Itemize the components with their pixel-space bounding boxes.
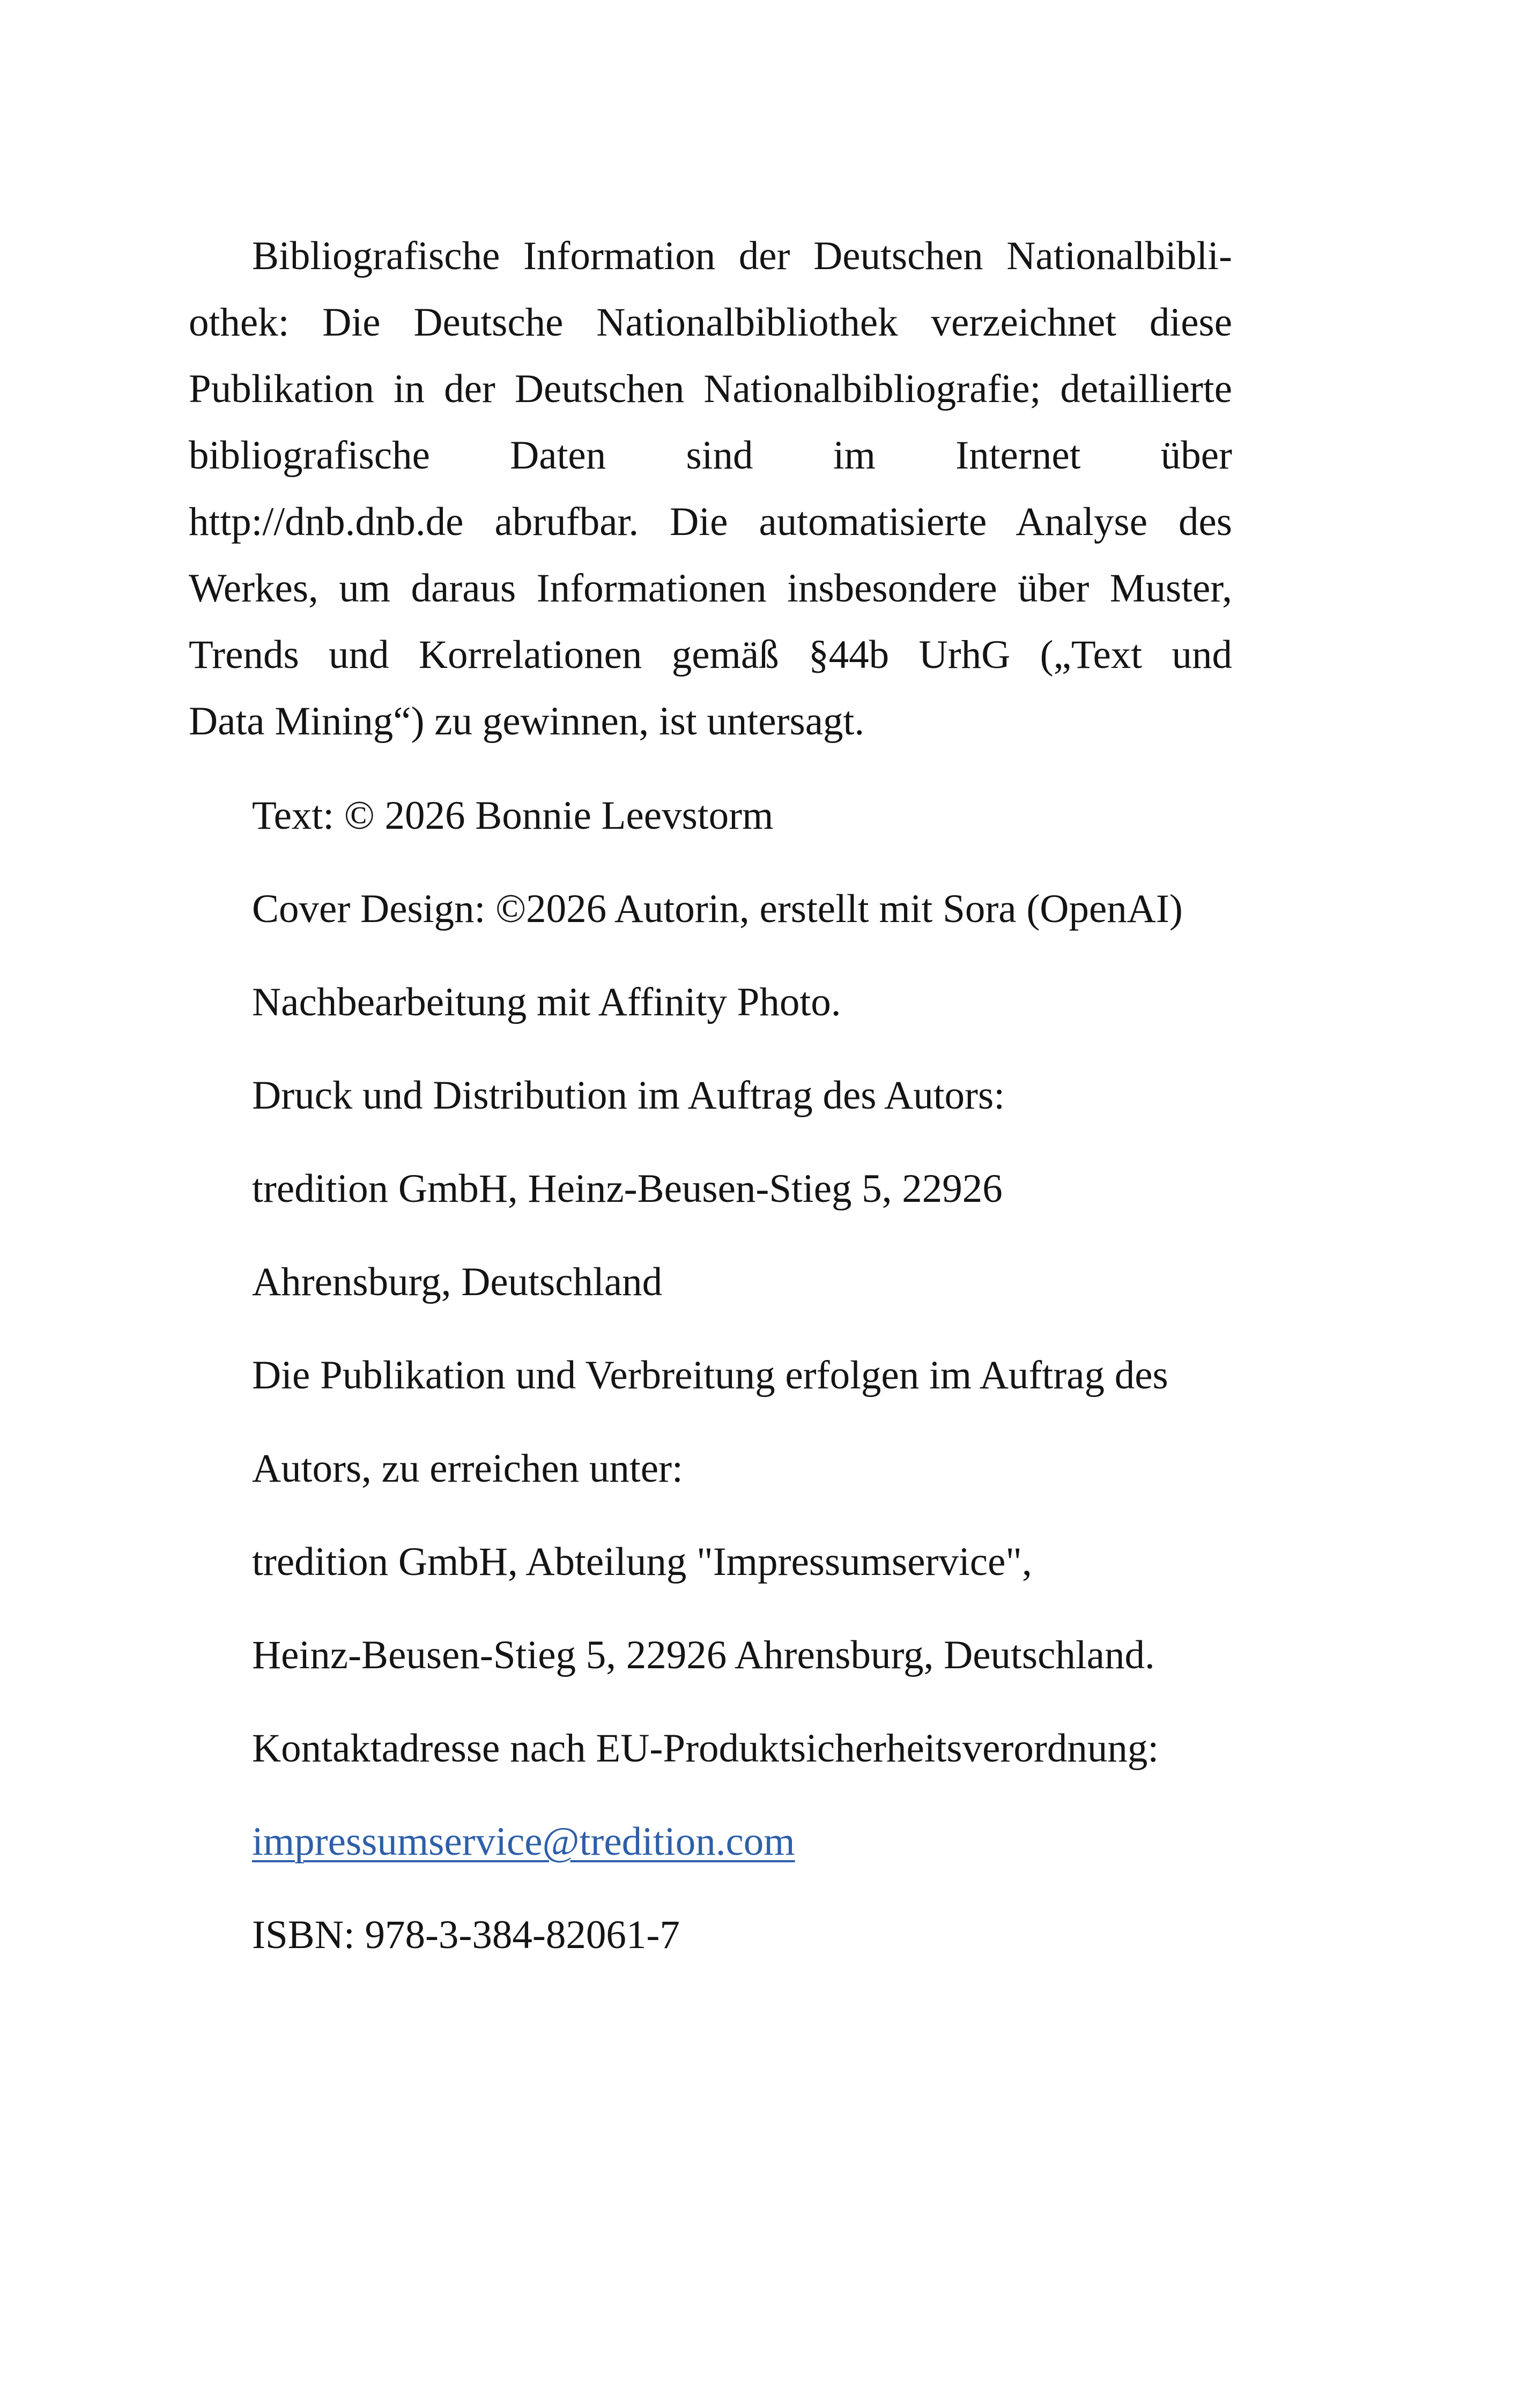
paragraph-line: Publikation in der Deutschen Nationalbibliografie; detaillierte [189, 367, 1232, 411]
paragraph-line: http://dnb.dnb.de abrufbar. Die automatisierte Analyse des [189, 500, 1232, 544]
paragraph-line: bibliografische Daten sind im Internet über [189, 433, 1232, 478]
paragraph-line: Werkes, um daraus Informationen insbesondere über Muster, [189, 566, 1232, 611]
text-copyright: Text: © 2026 Bonnie Leevstorm [252, 793, 774, 838]
service-address-line-1: tredition GmbH, Abteilung "Impressumservice", [252, 1540, 1032, 1584]
publication-note-line-2: Autors, zu erreichen unter: [252, 1446, 683, 1491]
contact-heading: Kontaktadresse nach EU-Produktsicherheitsverordnung: [252, 1726, 1159, 1771]
publication-note-line-1: Die Publikation und Verbreitung erfolgen im Auftrag des [252, 1353, 1168, 1398]
paragraph-line: othek: Die Deutsche Nationalbibliothek verzeichnet diese [189, 300, 1232, 345]
post-processing-credit: Nachbearbeitung mit Affinity Photo. [252, 980, 841, 1024]
publisher-address-line-1: tredition GmbH, Heinz-Beusen-Stieg 5, 22926 [252, 1166, 1003, 1211]
contact-email-line [252, 1815, 795, 1869]
publisher-address-line-2: Ahrensburg, Deutschland [252, 1260, 663, 1304]
print-distribution-note: Druck und Distribution im Auftrag des Autors: [252, 1073, 1005, 1118]
paragraph-line: Bibliografische Information der Deutschen Nationalbibli- [252, 234, 1232, 278]
contact-email-link[interactable]: impressumservice@tredition.com [252, 1819, 795, 1864]
cover-design-credit: Cover Design: ©2026 Autorin, erstellt mit Sora (OpenAI) [252, 887, 1183, 931]
bibliographic-information-paragraph [189, 223, 1232, 755]
isbn: ISBN: 978-3-384-82061-7 [252, 1913, 680, 1957]
paragraph-line: Data Mining“) zu gewinnen, ist untersagt. [189, 699, 865, 744]
paragraph-line: Trends und Korrelationen gemäß §44b UrhG („Text und [189, 633, 1232, 677]
service-address-line-2: Heinz-Beusen-Stieg 5, 22926 Ahrensburg, Deutschland. [252, 1633, 1155, 1677]
